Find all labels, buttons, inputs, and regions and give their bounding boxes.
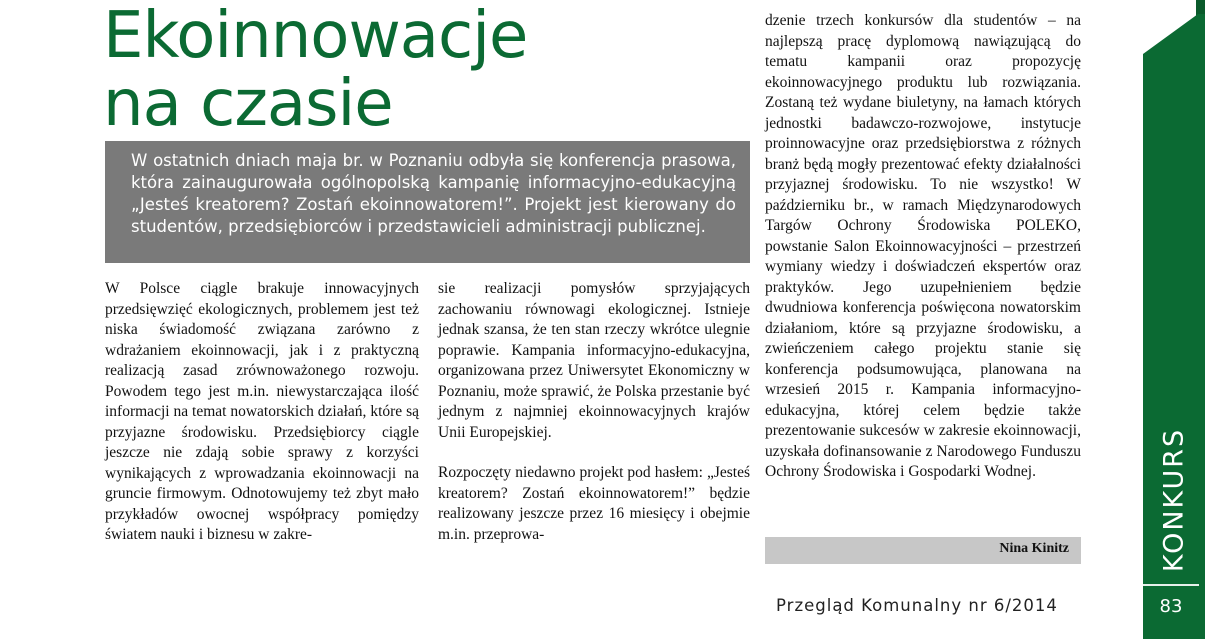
tab-divider: [1143, 584, 1199, 586]
article-title: [103, 0, 528, 141]
title-line-2: na czasie: [103, 67, 393, 141]
paragraph: sie realizacji pomysłów sprzyjających zachowaniu równowagi ekologicznej. Istnieje jednak szansa, że ten stan rzeczy wkrótce ulegnie poprawie. Kampania informacyjno-edukacyjna, organizowana przez Uniwersytet Ekonomiczny w Poznaniu, może sprawić, że Polska przestanie być jednym z najmniej ekoinnowacyjnych krajów Unii Europejskiej.: [438, 280, 750, 441]
column-1: [105, 279, 419, 546]
author-box: [765, 537, 1081, 564]
page-number: 83: [1159, 596, 1183, 617]
lead-text: W ostatnich dniach maja br. w Poznaniu odbyła się konferencja prasowa, która zainaugurowała ogólnopolską kampanię informacyjno-edukacyjną „Jesteś kreatorem? Zostań ekoinnowatorem!”. Projekt jest kierowany do studentów, przedsiębiorców i przedstawicieli administracji publicznej.: [131, 151, 736, 236]
paragraph: Rozpoczęty niedawno projekt pod hasłem: „Jesteś kreatorem? Zostań ekoinnowatorem!” będzie realizowany jeszcze przez 16 miesięcy i obejmie m.in. przeprowa-: [438, 464, 750, 543]
section-label: KONKURS: [1158, 427, 1190, 573]
paragraph: W Polsce ciągle brakuje innowacyjnych przedsięwzięć ekologicznych, problemem jest też niska świadomość związana zarówno z wdrażaniem ekoinnowacji, jak i z praktyczną realizacją zasad zrównoważonego rozwoju. Powodem tego jest m.in. niewystarczająca ilość informacji na temat nowatorskich działań, które są przyjazne środowisku. Przedsiębiorcy ciągle jeszcze nie zdają sobie sprawy z korzyści wynikających z wprowadzania ekoinnowacji na gruncie firmowym. Odnotowujemy też zbyt mało przykładów owocnej współpracy pomiędzy światem nauki i biznesu w zakre-: [105, 280, 419, 543]
column-2: [438, 279, 750, 545]
journal-footer: Przegląd Komunalny nr 6/2014: [776, 596, 1058, 615]
title-line-1: Ekoinnowacje: [103, 0, 528, 73]
paragraph: dzenie trzech konkursów dla studentów – na najlepszą pracę dyplomową nawiązującą do tematu kampanii oraz propozycję ekoinnowacyjnego produktu lub rozwiązania. Zostaną też wydane biuletyny, na łamach których jednostki badawczo-rozwojowe, instytucje proinnowacyjne oraz przedsiębiorstwa z różnych branż będą mogły prezentować efekty działalności przyjaznej środowisku. To nie wszystko! W październiku br., w ramach Międzynarodowych Targów Ochrony Środowiska POLEKO, powstanie Salon Ekoinnowacyjności – przestrzeń wymiany wiedzy i doświadczeń ekspertów oraz praktyków. Jego uzupełnieniem będzie dwudniowa konferencja poświęcona nowatorskim działaniom, które są przyjazne środowisku, a zwieńczeniem całego projektu stanie się konferencja podsumowująca, planowana na wrzesień 2015 r. Kampania informacyjno-edukacyjna, której celem będzie także prezentowanie sukcesów w zakresie ekoinnowacji, uzyskała dofinansowanie z Narodowego Funduszu Ochrony Środowiska i Gospodarki Wodnej.: [765, 12, 1081, 480]
lead-box: [105, 141, 750, 263]
column-3: [765, 11, 1081, 483]
author-name: Nina Kinitz: [999, 541, 1069, 556]
